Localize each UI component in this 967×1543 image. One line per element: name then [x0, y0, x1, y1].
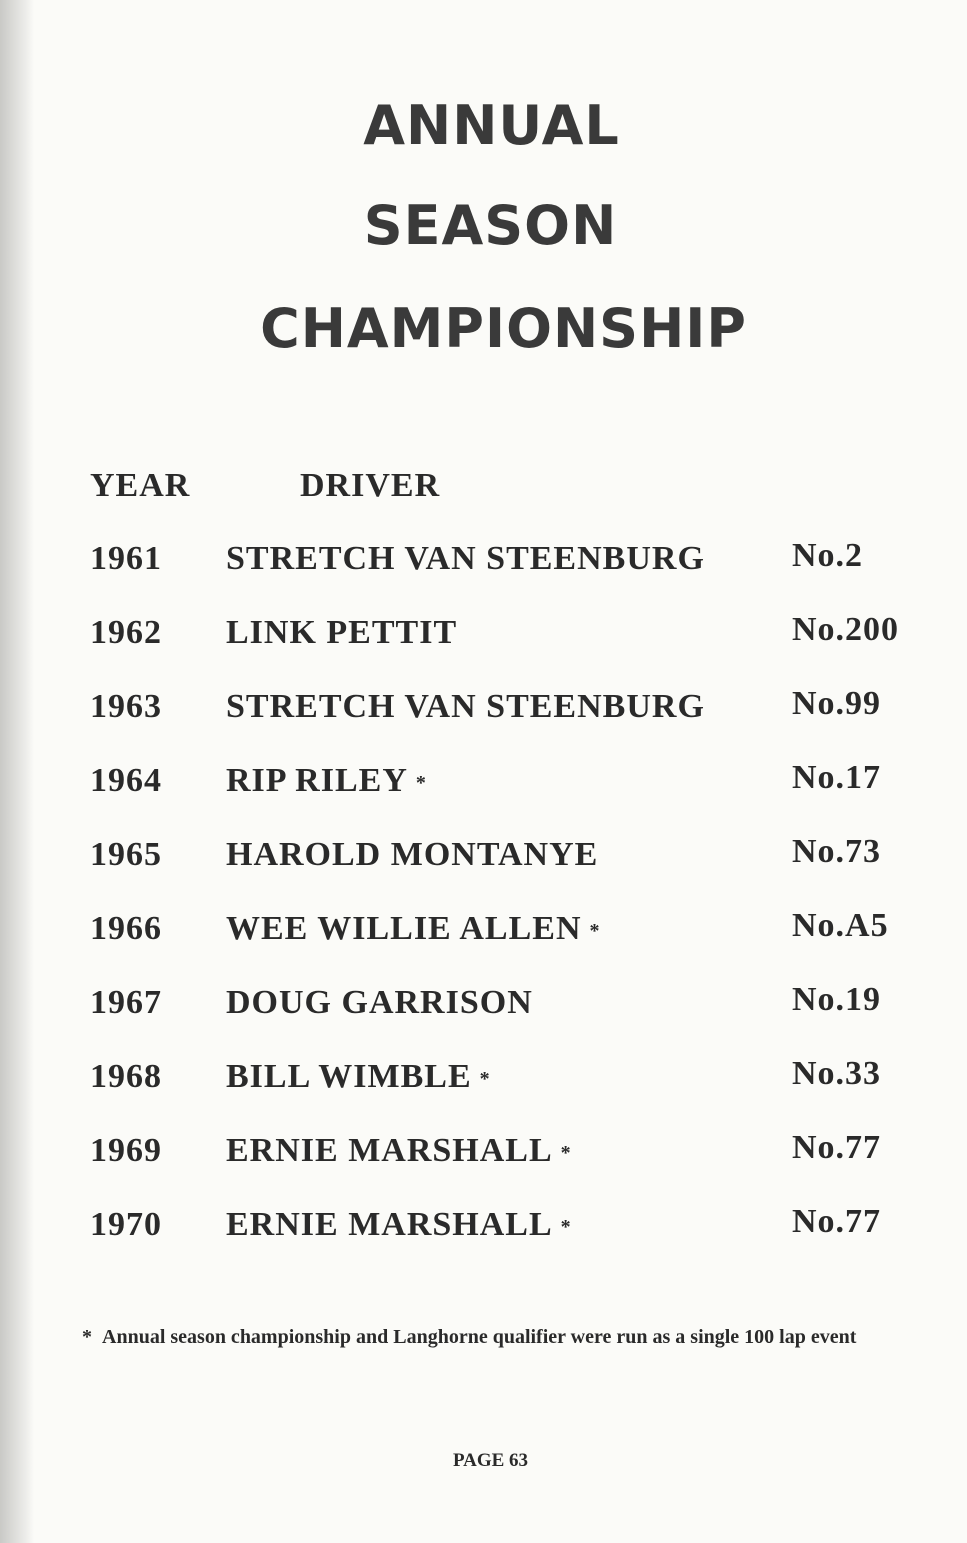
driver-name: ERNIE MARSHALL: [226, 1132, 553, 1169]
car-number-cell: No.A5: [792, 907, 889, 944]
footnote-mark: *: [479, 1068, 491, 1091]
car-number-cell: No.200: [792, 611, 900, 648]
year-cell: 1963: [90, 688, 162, 725]
footnote-mark: *: [560, 1142, 572, 1165]
driver-cell: [226, 761, 427, 803]
page-number: PAGE 63: [452, 1450, 529, 1471]
car-number-cell: No.99: [792, 685, 882, 722]
driver-name: BILL WIMBLE: [226, 1058, 472, 1095]
year-cell: 1969: [90, 1132, 162, 1169]
title-line-season: SEASON: [363, 194, 618, 257]
car-number-cell: No.77: [792, 1129, 882, 1166]
car-number-cell: No.2: [792, 537, 864, 574]
title-line-annual: ANNUAL: [363, 94, 620, 157]
driver-cell: [226, 1205, 572, 1247]
driver-name: WEE WILLIE ALLEN: [226, 910, 582, 947]
year-cell: 1968: [90, 1058, 162, 1095]
driver-cell: [226, 613, 465, 655]
year-cell: 1961: [90, 540, 162, 577]
column-header-year: YEAR: [90, 467, 191, 504]
driver-name: STRETCH VAN STEENBURG: [226, 540, 705, 577]
driver-name: DOUG GARRISON: [226, 984, 533, 1021]
car-number-cell: No.19: [792, 981, 882, 1018]
year-cell: 1962: [90, 614, 162, 651]
driver-name: LINK PETTIT: [226, 614, 458, 651]
driver-cell: [226, 909, 601, 951]
driver-name: HAROLD MONTANYE: [226, 836, 599, 873]
footnote-mark: *: [560, 1216, 572, 1239]
year-cell: 1970: [90, 1206, 162, 1243]
driver-name: STRETCH VAN STEENBURG: [226, 688, 705, 725]
year-cell: 1965: [90, 836, 162, 873]
year-cell: 1964: [90, 762, 162, 799]
car-number-cell: No.73: [792, 833, 882, 870]
year-cell: 1967: [90, 984, 162, 1021]
footnote-marker: *: [82, 1326, 92, 1348]
driver-name: ERNIE MARSHALL: [226, 1206, 553, 1243]
footnote-text: Annual season championship and Langhorne qualifier were run as a single 100 lap event: [102, 1326, 857, 1348]
footnote-mark: *: [415, 772, 427, 795]
car-number-cell: No.33: [792, 1055, 882, 1092]
driver-name: RIP RILEY: [226, 762, 408, 799]
year-cell: 1966: [90, 910, 162, 947]
car-number-cell: No.17: [792, 759, 882, 796]
footnote: [82, 1322, 902, 1352]
driver-cell: [226, 687, 713, 729]
driver-cell: [226, 539, 713, 581]
driver-cell: [226, 1057, 491, 1099]
footnote-mark: *: [589, 920, 601, 943]
driver-cell: [226, 835, 606, 877]
car-number-cell: No.77: [792, 1203, 882, 1240]
title-line-championship: CHAMPIONSHIP: [260, 297, 747, 360]
column-header-driver: DRIVER: [300, 467, 441, 504]
driver-cell: [226, 1131, 572, 1173]
driver-cell: [226, 983, 541, 1025]
